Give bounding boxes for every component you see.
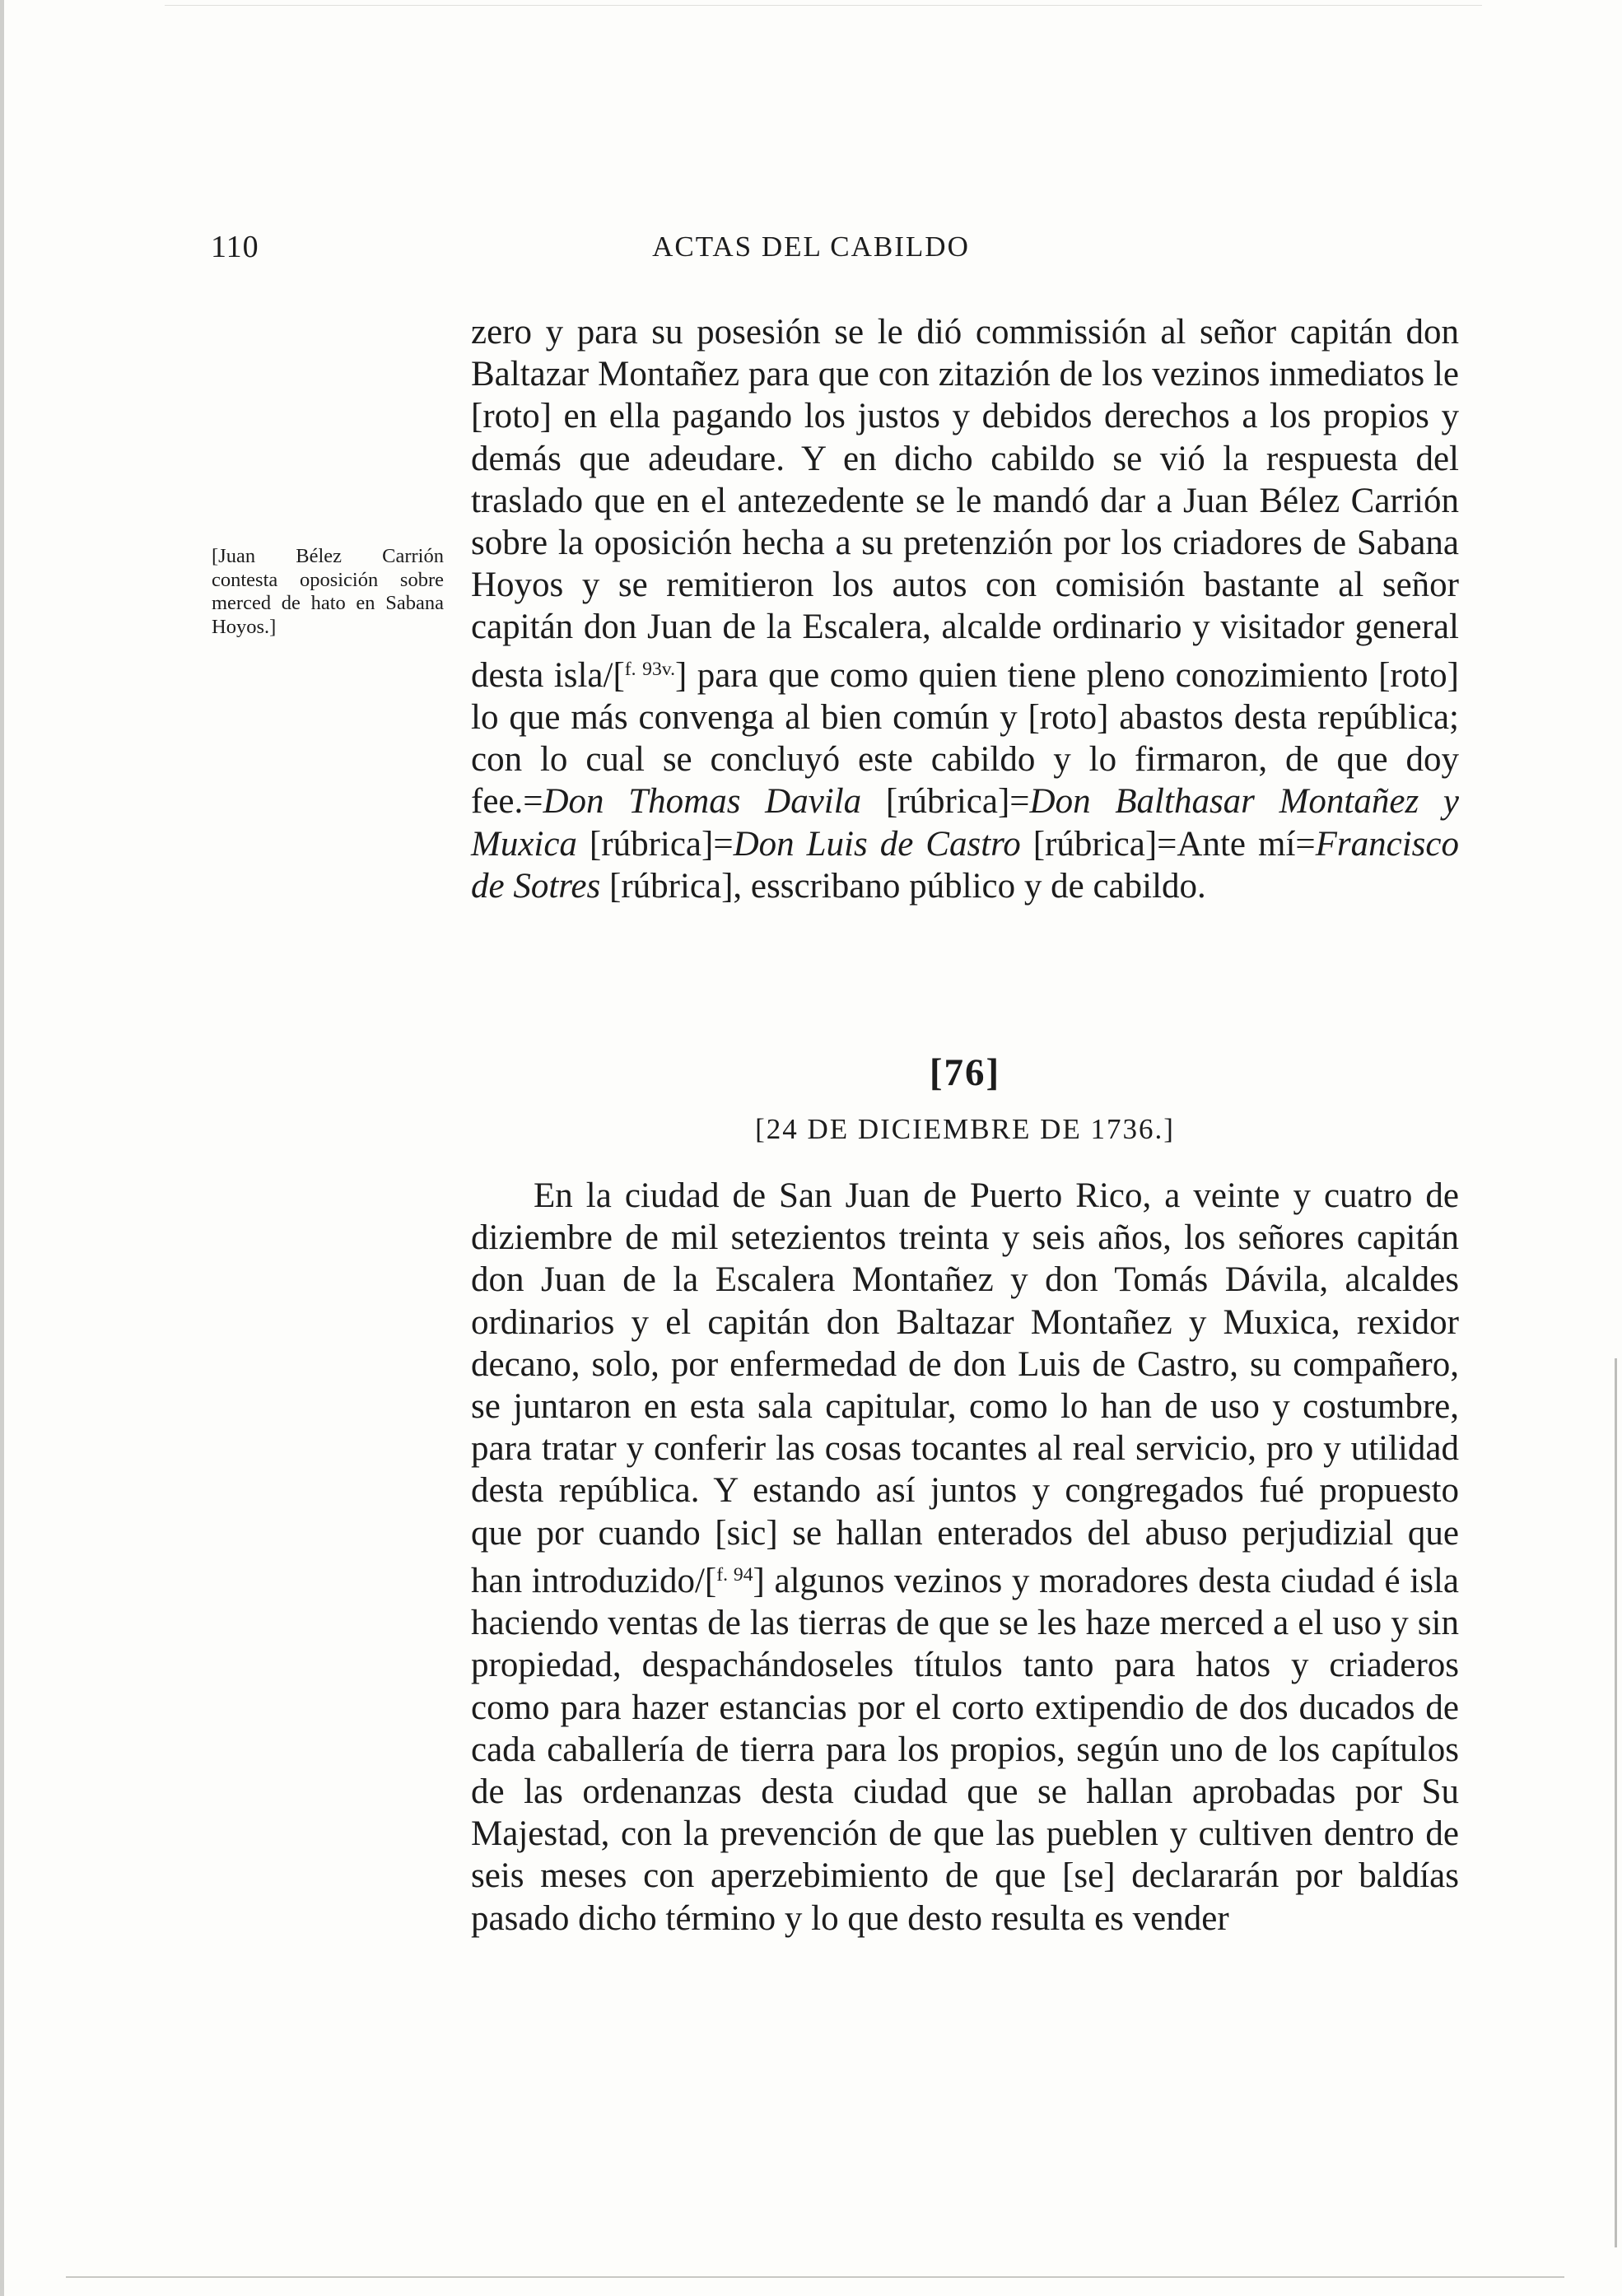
- running-title: ACTAS DEL CABILDO: [652, 231, 970, 263]
- scan-edge-right: [1615, 1358, 1617, 2247]
- signature-sotres: Francisco de Sotres: [471, 824, 1459, 906]
- page-number: 110: [211, 230, 259, 264]
- rubrica-1: [rúbrica]=: [861, 782, 1030, 822]
- scan-edge-top: [165, 5, 1482, 6]
- act-part2: ] algunos vezinos y moradores desta ciudad é isla haciendo ventas de las tierras de que se les haze merced a el uso y sin propiedad, despachándoseles títulos tanto para hatos y criaderos como para hazer estancias por el corto extipendio de dos ducados de cada caballería de tierra para los propios, según uno de los capítulos de las ordenanzas desta ciudad que se hallan aprobadas por Su Majestad, con la prevención de que las pueblen y cultiven dentro de seis meses con aperzebimiento de que [se] declararán por baldías pasado dicho término y lo que desto resulta es vender: [471, 1562, 1459, 1938]
- continuation-part2: ] para que como quien tiene pleno conozimiento [roto] lo que más convenga al bien común y [roto] abastos desta república; con lo cual se concluyó este cabildo y lo firmaron, de que doy fee.=: [471, 655, 1459, 822]
- section-date: [24 DE DICIEMBRE DE 1736.]: [755, 1113, 1175, 1145]
- signature-davila: Don Thomas Davila: [543, 782, 862, 822]
- continuation-text: [471, 311, 1459, 907]
- signature-castro: Don Luis de Castro: [733, 824, 1021, 864]
- act-part1: En la ciudad de San Juan de Puerto Rico, a veinte y cuatro de diziembre de mil setezientos treinta y seis años, los señores capitán don Juan de la Escalera Montañez y don Tomás Dávila, alcaldes ordinarios y el capitán don Baltazar Montañez y Muxica, rexidor decano, solo, por enfermedad de don Luis de Castro, su compañero, se juntaron en esta sala capitular, como lo han de uso y costumbre, para tratar y conferir las cosas tocantes al real servicio, pro y utilidad desta república. Y estando así juntos y congregados fué propuesto que por cuando [sic] se hallan enterados del abuso perjudizial que han introduzido/[: [471, 1176, 1459, 1601]
- margin-note-text: [Juan Bélez Carrión contesta oposición sobre merced de hato en Sabana Hoyos.]: [212, 545, 444, 638]
- signature-montanez: Don Balthasar Montañez y Muxica: [471, 782, 1459, 864]
- section-number: [76]: [929, 1051, 1001, 1094]
- scan-edge-left: [0, 0, 4, 2296]
- folio-reference-2: f. 94: [716, 1563, 753, 1586]
- act-text: [471, 1175, 1459, 1940]
- act-paragraph: [471, 1175, 1459, 1940]
- closing-text: [rúbrica], esscribano público y de cabildo.: [600, 866, 1206, 906]
- margin-note: [212, 545, 444, 639]
- rubrica-3: [rúbrica]=Ante mí=: [1020, 824, 1316, 864]
- continuation-part1: zero y para su posesión se le dió commissión al señor capitán don Baltazar Montañez para que con zitazión de los vezinos inmediatos le [roto] en ella pagando los justos y debidos derechos a los propios y demás que adeudare. Y en dicho cabildo se vió la respuesta del traslado que en el antezedente se le mandó dar a Juan Bélez Carrión sobre la oposición hecha a su pretenzión por los criadores de Sabana Hoyos y se remitieron los autos con comisión bastante al señor capitán don Juan de la Escalera, alcalde ordinario y visitador general desta isla/[: [471, 313, 1459, 695]
- rubrica-2: [rúbrica]=: [576, 824, 734, 864]
- continuation-paragraph: [471, 311, 1459, 907]
- folio-reference: f. 93v.: [624, 658, 675, 680]
- scan-edge-bottom: [66, 2276, 1564, 2278]
